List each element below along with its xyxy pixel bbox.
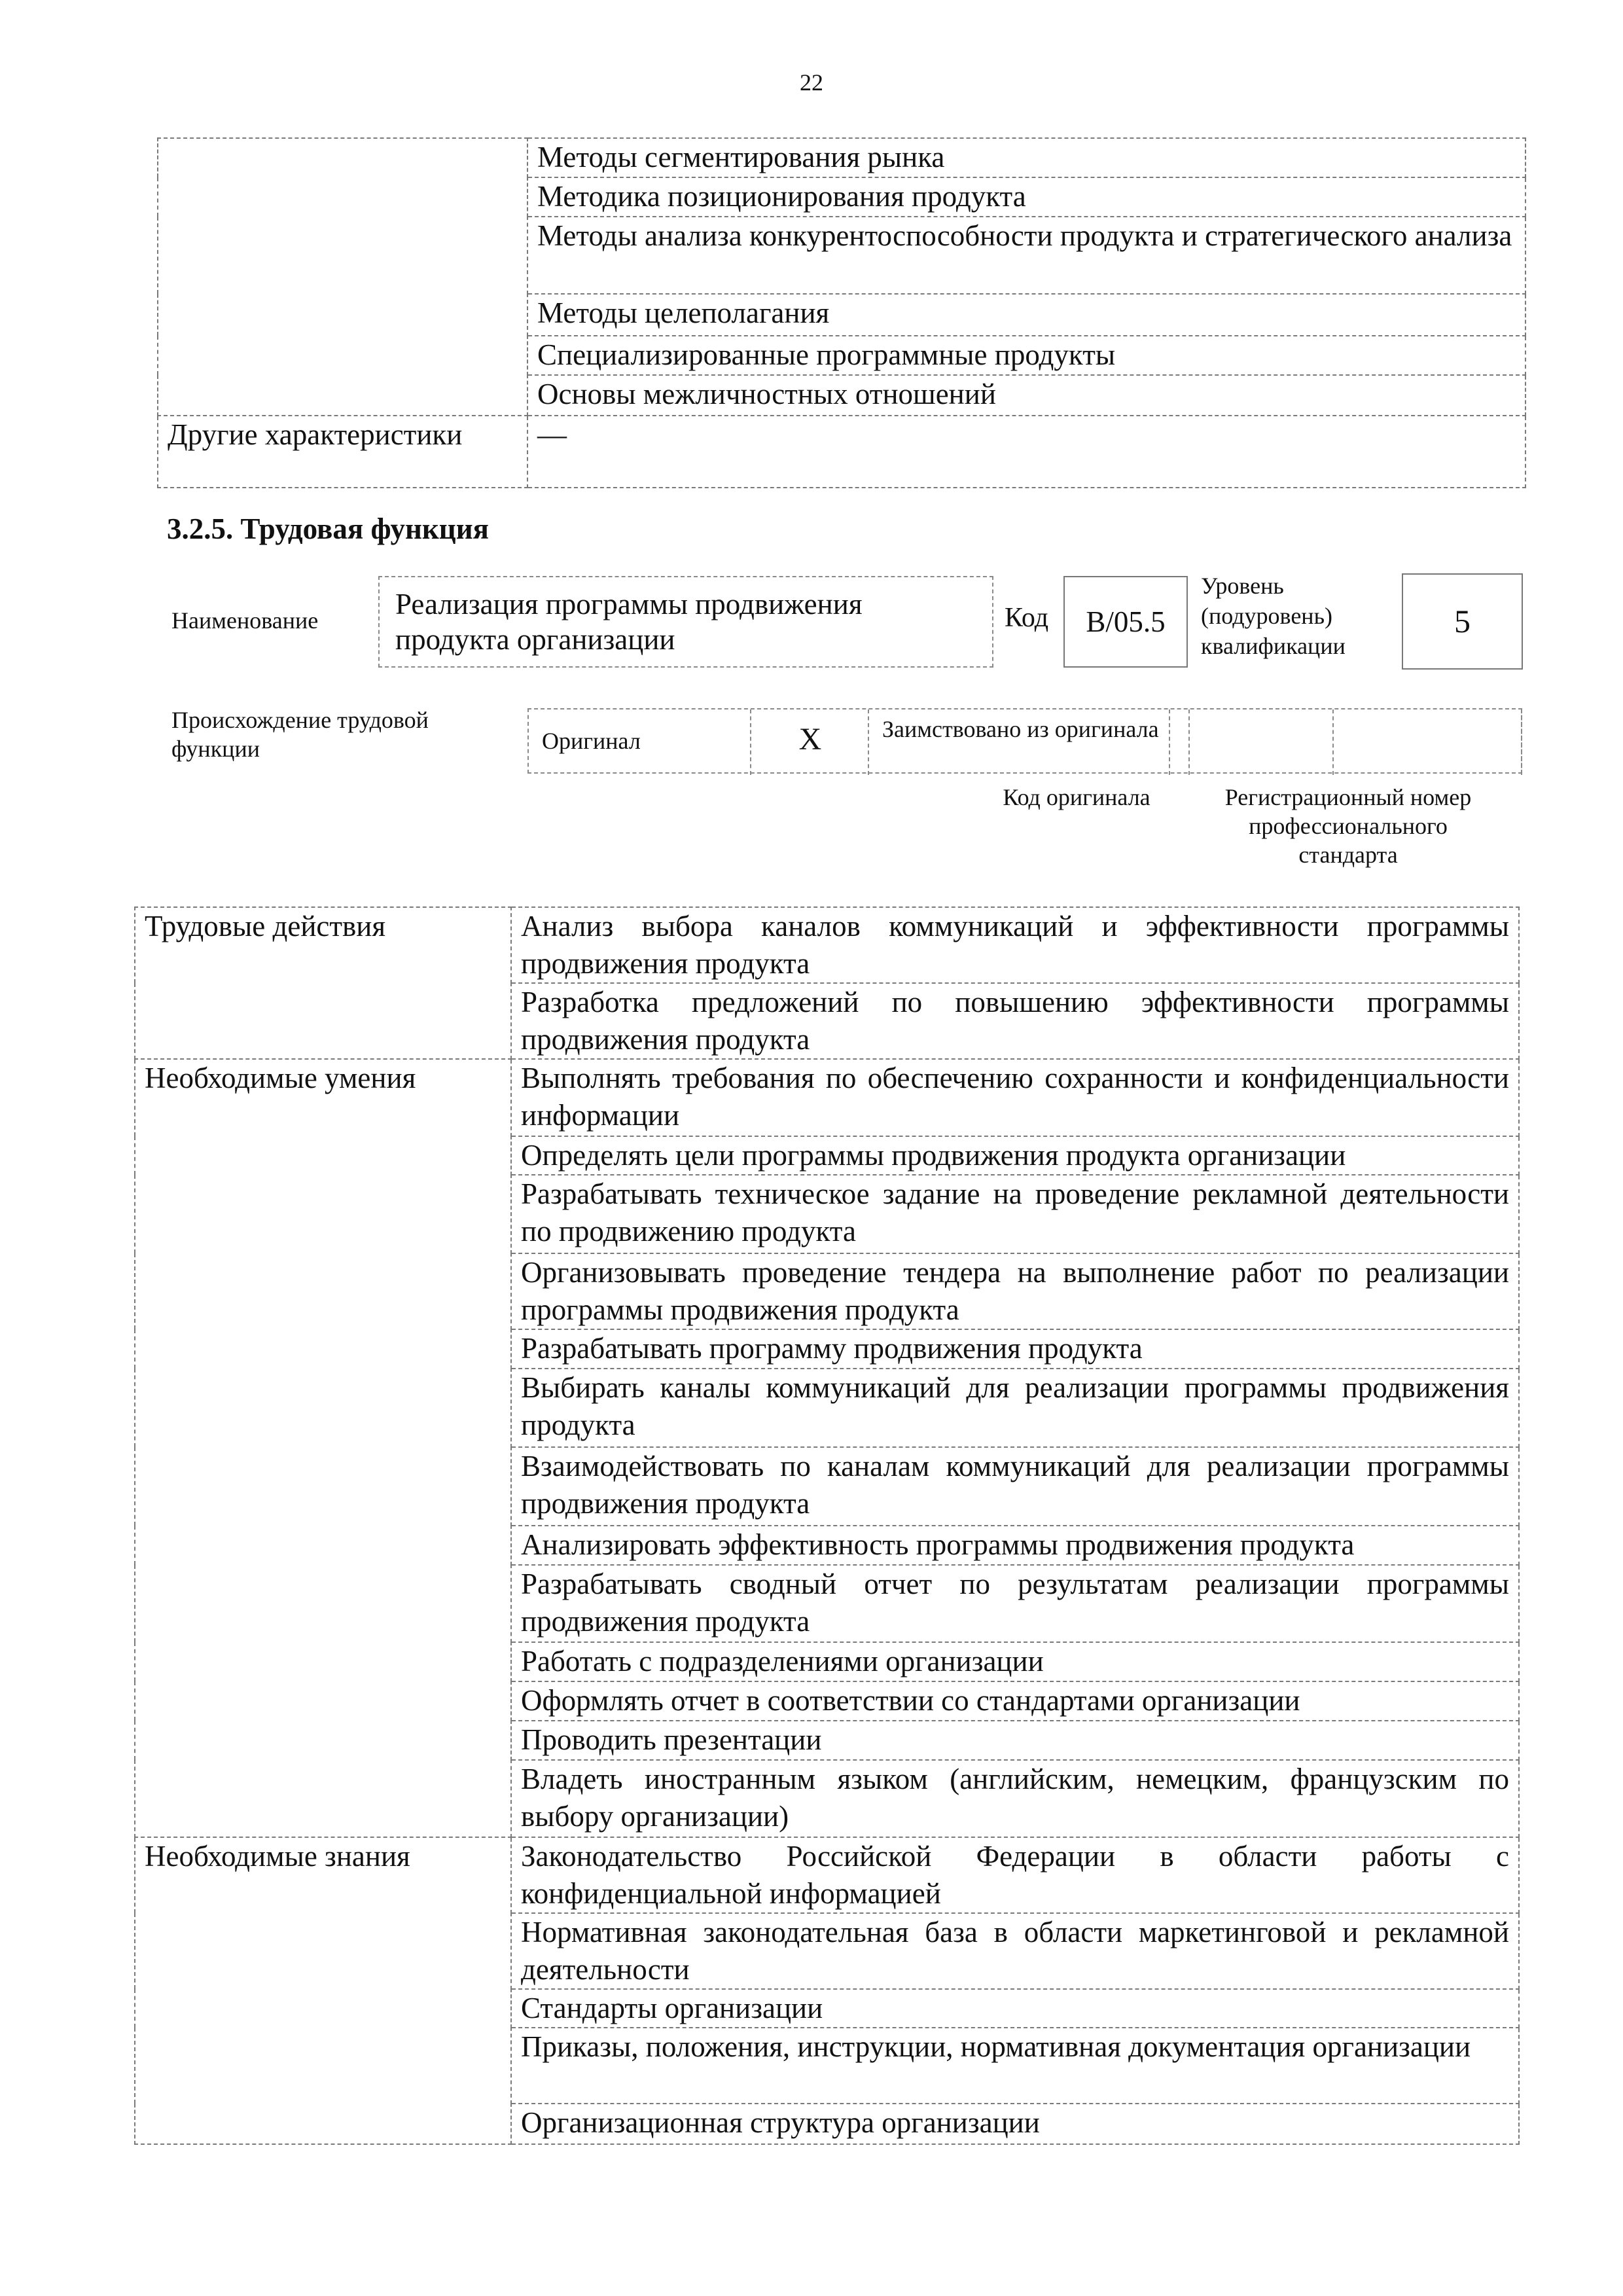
original-code-cell — [1190, 709, 1334, 775]
other-characteristics-value: — — [527, 416, 1525, 488]
borrowed-mark-cell — [1170, 709, 1190, 775]
required-knowledge-label: Необходимые знания — [135, 1837, 511, 2144]
skill-item: Анализировать эффективность программы продвижения продукта — [511, 1526, 1519, 1565]
original-label: Оригинал — [542, 728, 641, 754]
skill-item: Оформлять отчет в соответствии со стандартами организации — [511, 1681, 1519, 1721]
labor-action-item: Разработка предложений по повышению эффективности программы продвижения продукта — [511, 983, 1519, 1059]
original-mark-cell — [751, 709, 869, 775]
original-code-caption: Код оригинала — [1003, 784, 1150, 810]
knowledge-item: Организационная структура организации — [511, 2104, 1519, 2144]
skill-item: Определять цели программы продвижения продукта организации — [511, 1136, 1519, 1175]
knowledge-item: Методика позиционирования продукта — [527, 177, 1525, 217]
page-number: 22 — [800, 69, 823, 96]
labor-function-table — [134, 906, 1520, 2145]
knowledge-item: Стандарты организации — [511, 1989, 1519, 2028]
section-title: 3.2.5. Трудовая функция — [167, 512, 490, 545]
borrowed-label: Заимствовано из оригинала — [882, 716, 1159, 742]
level-value: 5 — [1402, 573, 1523, 670]
name-label: Наименование — [171, 607, 319, 634]
registration-number-caption: Регистрационный номер профессионального стандарта — [1224, 784, 1472, 868]
knowledge-item: Приказы, положения, инструкции, нормативная документация организации — [511, 2028, 1519, 2104]
required-skills-label: Необходимые умения — [135, 1059, 511, 1837]
skill-item: Выбирать каналы коммуникаций для реализации программы продвижения продукта — [511, 1369, 1519, 1447]
knowledge-item: Методы анализа конкурентоспособности продукта и стратегического анализа — [527, 217, 1525, 294]
skill-item: Выполнять требования по обеспечению сохранности и конфиденциальности информации — [511, 1059, 1519, 1136]
skill-item: Разрабатывать сводный отчет по результатам реализации программы продвижения продукта — [511, 1565, 1519, 1642]
labor-actions-label: Трудовые действия — [135, 907, 511, 1059]
empty-label-cell — [158, 138, 527, 416]
level-label: Уровень (подуровень) квалификации — [1201, 573, 1346, 659]
knowledge-item: Законодательство Российской Федерации в области работы с конфиденциальной информацией — [511, 1837, 1519, 1913]
skill-item: Работать с подразделениями организации — [511, 1642, 1519, 1681]
skill-item: Разрабатывать техническое задание на проведение рекламной деятельности по продвижению продукта — [511, 1175, 1519, 1253]
borrowed-cell — [869, 709, 1170, 775]
function-name: Реализация программы продвижения продукта организации — [378, 576, 993, 668]
code-label: Код — [1005, 603, 1049, 633]
origin-row — [527, 708, 1522, 774]
knowledge-continuation-table — [157, 137, 1526, 488]
skill-item: Разрабатывать программу продвижения продукта — [511, 1329, 1519, 1369]
knowledge-item: Основы межличностных отношений — [527, 375, 1525, 416]
knowledge-item: Специализированные программные продукты — [527, 336, 1525, 375]
skill-item: Проводить презентации — [511, 1721, 1519, 1760]
original-cell — [529, 709, 751, 775]
skill-item: Владеть иностранным языком (английским, немецким, французским по выбору организации) — [511, 1760, 1519, 1837]
knowledge-item: Нормативная законодательная база в области маркетинговой и рекламной деятельности — [511, 1913, 1519, 1989]
skill-item: Взаимодействовать по каналам коммуникаций для реализации программы продвижения продукта — [511, 1447, 1519, 1526]
origin-label: Происхождение трудовой функции — [171, 707, 429, 762]
labor-action-item: Анализ выбора каналов коммуникаций и эффективности программы продвижения продукта — [511, 907, 1519, 983]
knowledge-item: Методы целеполагания — [527, 294, 1525, 336]
code-value: B/05.5 — [1063, 576, 1188, 668]
original-mark: X — [798, 722, 822, 757]
skill-item: Организовывать проведение тендера на выполнение работ по реализации программы продвижения продукта — [511, 1253, 1519, 1329]
other-characteristics-label: Другие характеристики — [158, 416, 527, 488]
registration-number-cell — [1334, 709, 1522, 775]
knowledge-item: Методы сегментирования рынка — [527, 138, 1525, 177]
